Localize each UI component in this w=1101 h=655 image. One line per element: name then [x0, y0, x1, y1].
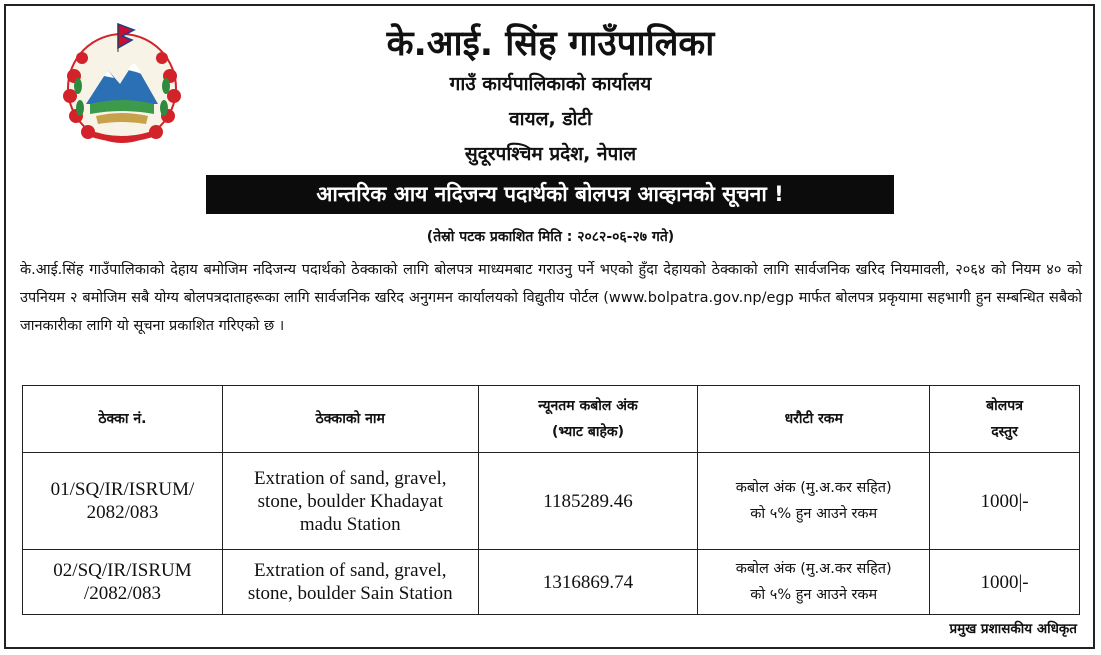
- publication-date: (तेस्रो पटक प्रकाशित मिति : २०८२-०६-२७ गते): [426, 229, 675, 245]
- contract-name-line2: stone, boulder Khadayat: [257, 490, 443, 512]
- contract-no-line1: 02/SQ/IR/ISRUM: [53, 560, 192, 581]
- province-name: सुदूरपश्चिम प्रदेश, नेपाल: [464, 143, 637, 165]
- deposit-cell: [698, 550, 930, 615]
- contract-name-line2: stone, boulder Sain Station: [247, 583, 453, 604]
- contract-name-cell: [222, 550, 478, 615]
- contract-no-cell: [23, 453, 223, 550]
- bid-table: [22, 385, 1080, 615]
- min-bid-cell: 1185289.46: [478, 453, 698, 550]
- office-address: वायल, डोटी: [509, 108, 592, 130]
- deposit-line1: कबोल अंक (मु.अ.कर सहित): [735, 561, 892, 577]
- contract-name-line1: Extration of sand, gravel,: [253, 560, 447, 581]
- header-fee-line1: बोलपत्र: [986, 398, 1023, 414]
- contract-no-cell: [23, 550, 223, 615]
- signatory-title: प्रमुख प्रशासकीय अधिकृत: [949, 621, 1077, 637]
- municipality-name: के.आई. सिंह गाउँपालिका: [386, 24, 715, 64]
- header-contract-name: ठेक्काको नाम: [222, 386, 478, 453]
- header-min-bid-line1: न्यूनतम कबोल अंक: [538, 398, 638, 414]
- notice-body: के.आई.सिंह गाउँपालिकाको देहाय बमोजिम नदिजन्य पदार्थको ठेक्काको लागि बोलपत्र माध्यमबाट गराउनु पर्ने भएको हुँदा देहायको ठेक्काको लागि सार्वजनिक खरिद नियमावली, २०६४ को नियम ४० को उपनियम २ बमोजिम सबै योग्य बोलपत्रदाताहरूका लागि सार्वजनिक खरिद अनुगमन कार्यालयको विद्युतीय पोर्टल (www.bolpatra.gov.np/egp मार्फत बोलपत्र प्रकृयामा सहभागी हुन सम्बन्धित सबैको जानकारीका लागि यो सूचना प्रकाशित गरिएको छ ।: [20, 262, 1082, 334]
- deposit-cell: [698, 453, 930, 550]
- deposit-line2: को ५% हुन आउने रकम: [750, 506, 878, 522]
- table-row: [23, 453, 1080, 550]
- contract-no-line2: /2082/083: [83, 583, 161, 604]
- header-fee-line2: दस्तुर: [991, 424, 1018, 440]
- contract-name-line3: madu Station: [299, 513, 401, 535]
- contract-name-line1: Extration of sand, gravel,: [253, 467, 447, 489]
- header-deposit: धरौटी रकम: [698, 386, 930, 453]
- contract-name-cell: [222, 453, 478, 550]
- notice-heading: आन्तरिक आय नदिजन्य पदार्थको बोलपत्र आव्हानको सूचना !: [206, 175, 894, 214]
- table-row: [23, 550, 1080, 615]
- contract-no-line2: 2082/083: [86, 502, 159, 523]
- deposit-line2: को ५% हुन आउने रकम: [750, 587, 878, 603]
- header-fee: [930, 386, 1080, 453]
- min-bid-cell: 1316869.74: [478, 550, 698, 615]
- header-min-bid: [478, 386, 698, 453]
- table-header-row: [23, 386, 1080, 453]
- office-name: गाउँ कार्यपालिकाको कार्यालय: [449, 73, 652, 95]
- header-contract-no: ठेक्का नं.: [23, 386, 223, 453]
- header-min-bid-line2: (भ्याट बाहेक): [551, 424, 625, 440]
- fee-cell: 1000|-: [930, 453, 1080, 550]
- contract-no-line1: 01/SQ/IR/ISRUM/: [50, 479, 195, 500]
- deposit-line1: कबोल अंक (मु.अ.कर सहित): [735, 480, 892, 496]
- fee-cell: 1000|-: [930, 550, 1080, 615]
